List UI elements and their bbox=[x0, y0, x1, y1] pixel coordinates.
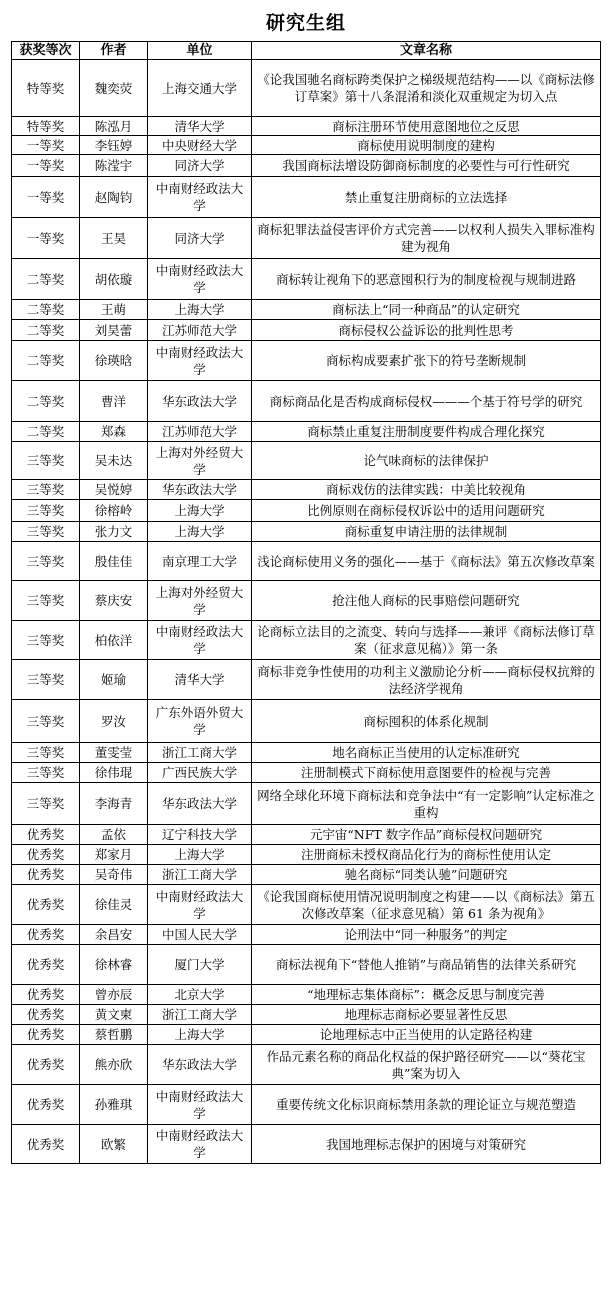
author-cell: 陈滢宇 bbox=[80, 155, 148, 177]
institution-cell: 清华大学 bbox=[148, 660, 252, 700]
table-row bbox=[12, 155, 601, 177]
award-level-cell: 优秀奖 bbox=[12, 945, 80, 985]
institution-cell: 江苏师范大学 bbox=[148, 422, 252, 442]
author-cell: 徐伟琨 bbox=[80, 763, 148, 783]
award-level-cell: 一等奖 bbox=[12, 155, 80, 177]
article-title-cell: 论商标立法目的之流变、转向与选择——兼评《商标法修订草案（征求意见稿）》第一条 bbox=[252, 621, 601, 660]
institution-cell: 上海大学 bbox=[148, 300, 252, 320]
table-row bbox=[12, 1045, 601, 1085]
table-row bbox=[12, 885, 601, 925]
institution-cell: 北京大学 bbox=[148, 985, 252, 1005]
award-level-cell: 二等奖 bbox=[12, 259, 80, 300]
article-title-cell: 商标使用说明制度的建构 bbox=[252, 136, 601, 155]
table-row bbox=[12, 621, 601, 660]
author-cell: 柏依洋 bbox=[80, 621, 148, 660]
author-cell: 姬瑜 bbox=[80, 660, 148, 700]
author-cell: 郑森 bbox=[80, 422, 148, 442]
institution-cell: 浙江工商大学 bbox=[148, 743, 252, 763]
award-level-cell: 三等奖 bbox=[12, 442, 80, 480]
institution-cell: 上海大学 bbox=[148, 845, 252, 865]
article-title-cell: 论气味商标的法律保护 bbox=[252, 442, 601, 480]
institution-cell: 中南财经政法大学 bbox=[148, 1125, 252, 1164]
institution-cell: 华东政法大学 bbox=[148, 381, 252, 422]
article-title-cell: 论地理标志中正当使用的认定路径构建 bbox=[252, 1025, 601, 1045]
article-title-cell: 商标法视角下“替他人推销”与商品销售的法律关系研究 bbox=[252, 945, 601, 985]
author-cell: 孙雅琪 bbox=[80, 1085, 148, 1125]
award-level-cell: 三等奖 bbox=[12, 581, 80, 621]
article-title-cell: 重要传统文化标识商标禁用条款的理论证立与规范塑造 bbox=[252, 1085, 601, 1125]
institution-cell: 广西民族大学 bbox=[148, 763, 252, 783]
award-level-cell: 二等奖 bbox=[12, 422, 80, 442]
article-title-cell: 作品元素名称的商品化权益的保护路径研究——以“葵花宝典”案为切入 bbox=[252, 1045, 601, 1085]
institution-cell: 中南财经政法大学 bbox=[148, 177, 252, 218]
award-level-cell: 优秀奖 bbox=[12, 1025, 80, 1045]
article-title-cell: 商标禁止重复注册制度要件构成合理化探究 bbox=[252, 422, 601, 442]
header-institution: 单位 bbox=[148, 42, 252, 60]
award-level-cell: 二等奖 bbox=[12, 341, 80, 381]
author-cell: 陈泓月 bbox=[80, 117, 148, 136]
article-title-cell: 论刑法中“同一种服务”的判定 bbox=[252, 925, 601, 945]
table-row bbox=[12, 422, 601, 442]
table-row bbox=[12, 542, 601, 581]
award-level-cell: 三等奖 bbox=[12, 621, 80, 660]
award-level-cell: 特等奖 bbox=[12, 117, 80, 136]
award-level-cell: 优秀奖 bbox=[12, 845, 80, 865]
table-row bbox=[12, 60, 601, 117]
award-level-cell: 三等奖 bbox=[12, 763, 80, 783]
table-row bbox=[12, 522, 601, 542]
award-level-cell: 优秀奖 bbox=[12, 1045, 80, 1085]
article-title-cell: 地理标志商标必要显著性反思 bbox=[252, 1005, 601, 1025]
institution-cell: 浙江工商大学 bbox=[148, 865, 252, 885]
author-cell: 郑家月 bbox=[80, 845, 148, 865]
table-row bbox=[12, 743, 601, 763]
table-row bbox=[12, 1025, 601, 1045]
table-row bbox=[12, 1085, 601, 1125]
article-title-cell: 商标法上“同一种商品”的认定研究 bbox=[252, 300, 601, 320]
article-title-cell: 商标戏仿的法律实践：中美比较视角 bbox=[252, 480, 601, 500]
article-title-cell: 浅论商标使用义务的强化——基于《商标法》第五次修改草案 bbox=[252, 542, 601, 581]
award-level-cell: 三等奖 bbox=[12, 500, 80, 522]
award-level-cell: 二等奖 bbox=[12, 300, 80, 320]
institution-cell: 江苏师范大学 bbox=[148, 320, 252, 341]
article-title-cell: 驰名商标“同类认驰”问题研究 bbox=[252, 865, 601, 885]
article-title-cell: 我国地理标志保护的困境与对策研究 bbox=[252, 1125, 601, 1164]
article-title-cell: 商标构成要素扩张下的符号垄断规制 bbox=[252, 341, 601, 381]
institution-cell: 南京理工大学 bbox=[148, 542, 252, 581]
institution-cell: 中央财经大学 bbox=[148, 136, 252, 155]
article-title-cell: 禁止重复注册商标的立法选择 bbox=[252, 177, 601, 218]
institution-cell: 上海大学 bbox=[148, 522, 252, 542]
award-level-cell: 三等奖 bbox=[12, 522, 80, 542]
page-title: 研究生组 bbox=[265, 12, 346, 34]
author-cell: 曹洋 bbox=[80, 381, 148, 422]
table-row bbox=[12, 341, 601, 381]
author-cell: 熊亦欣 bbox=[80, 1045, 148, 1085]
award-level-cell: 优秀奖 bbox=[12, 885, 80, 925]
institution-cell: 中国人民大学 bbox=[148, 925, 252, 945]
author-cell: 蔡哲鹏 bbox=[80, 1025, 148, 1045]
institution-cell: 中南财经政法大学 bbox=[148, 341, 252, 381]
award-level-cell: 优秀奖 bbox=[12, 865, 80, 885]
author-cell: 魏奕荧 bbox=[80, 60, 148, 117]
article-title-cell: 商标注册环节使用意图地位之反思 bbox=[252, 117, 601, 136]
table-header-row bbox=[12, 42, 601, 60]
author-cell: 张力文 bbox=[80, 522, 148, 542]
table-row bbox=[12, 945, 601, 985]
institution-cell: 上海大学 bbox=[148, 1025, 252, 1045]
author-cell: 吴奇伟 bbox=[80, 865, 148, 885]
award-level-cell: 优秀奖 bbox=[12, 925, 80, 945]
table-row bbox=[12, 381, 601, 422]
author-cell: 徐佳灵 bbox=[80, 885, 148, 925]
institution-cell: 辽宁科技大学 bbox=[148, 825, 252, 845]
author-cell: 李钰婷 bbox=[80, 136, 148, 155]
award-level-cell: 二等奖 bbox=[12, 320, 80, 341]
article-title-cell: 商标囤积的体系化规制 bbox=[252, 700, 601, 743]
author-cell: 殷佳佳 bbox=[80, 542, 148, 581]
award-level-cell: 三等奖 bbox=[12, 542, 80, 581]
header-award-level: 获奖等次 bbox=[12, 42, 80, 60]
institution-cell: 华东政法大学 bbox=[148, 783, 252, 825]
institution-cell: 华东政法大学 bbox=[148, 1045, 252, 1085]
author-cell: 孟依 bbox=[80, 825, 148, 845]
article-title-cell: “地理标志集体商标”：概念反思与制度完善 bbox=[252, 985, 601, 1005]
author-cell: 徐榕岭 bbox=[80, 500, 148, 522]
article-title-cell: 网络全球化环境下商标法和竞争法中“有一定影响”认定标准之重构 bbox=[252, 783, 601, 825]
author-cell: 吴未达 bbox=[80, 442, 148, 480]
table-body bbox=[12, 60, 601, 1164]
award-level-cell: 三等奖 bbox=[12, 743, 80, 763]
author-cell: 刘昊蕾 bbox=[80, 320, 148, 341]
article-title-cell: 元宇宙“NFT 数字作品”商标侵权问题研究 bbox=[252, 825, 601, 845]
author-cell: 胡依璇 bbox=[80, 259, 148, 300]
award-level-cell: 一等奖 bbox=[12, 218, 80, 259]
author-cell: 吴悦婷 bbox=[80, 480, 148, 500]
table-row bbox=[12, 985, 601, 1005]
award-level-cell: 优秀奖 bbox=[12, 1085, 80, 1125]
institution-cell: 清华大学 bbox=[148, 117, 252, 136]
table-row bbox=[12, 259, 601, 300]
header-author: 作者 bbox=[80, 42, 148, 60]
author-cell: 蔡庆安 bbox=[80, 581, 148, 621]
table-row bbox=[12, 300, 601, 320]
table-row bbox=[12, 783, 601, 825]
table-row bbox=[12, 865, 601, 885]
table-row bbox=[12, 1005, 601, 1025]
author-cell: 欧繁 bbox=[80, 1125, 148, 1164]
institution-cell: 中南财经政法大学 bbox=[148, 1085, 252, 1125]
award-level-cell: 三等奖 bbox=[12, 700, 80, 743]
table-row bbox=[12, 825, 601, 845]
institution-cell: 同济大学 bbox=[148, 218, 252, 259]
author-cell: 罗汝 bbox=[80, 700, 148, 743]
institution-cell: 华东政法大学 bbox=[148, 480, 252, 500]
award-level-cell: 优秀奖 bbox=[12, 825, 80, 845]
institution-cell: 厦门大学 bbox=[148, 945, 252, 985]
institution-cell: 广东外语外贸大学 bbox=[148, 700, 252, 743]
institution-cell: 中南财经政法大学 bbox=[148, 621, 252, 660]
table-row bbox=[12, 218, 601, 259]
author-cell: 徐林睿 bbox=[80, 945, 148, 985]
table-row bbox=[12, 925, 601, 945]
institution-cell: 上海对外经贸大学 bbox=[148, 442, 252, 480]
article-title-cell: 注册制模式下商标使用意图要件的检视与完善 bbox=[252, 763, 601, 783]
article-title-cell: 《论我国商标使用情况说明制度之构建——以《商标法》第五次修改草案（征求意见稿）第 61 条为视角》 bbox=[252, 885, 601, 925]
awards-table bbox=[11, 41, 601, 1164]
article-title-cell: 商标转让视角下的恶意囤积行为的制度检视与规制进路 bbox=[252, 259, 601, 300]
table-row bbox=[12, 117, 601, 136]
table-row bbox=[12, 700, 601, 743]
table-row bbox=[12, 442, 601, 480]
table-row bbox=[12, 320, 601, 341]
institution-cell: 上海对外经贸大学 bbox=[148, 581, 252, 621]
institution-cell: 浙江工商大学 bbox=[148, 1005, 252, 1025]
award-level-cell: 特等奖 bbox=[12, 60, 80, 117]
institution-cell: 上海大学 bbox=[148, 500, 252, 522]
award-level-cell: 优秀奖 bbox=[12, 1005, 80, 1025]
article-title-cell: 比例原则在商标侵权诉讼中的适用问题研究 bbox=[252, 500, 601, 522]
award-level-cell: 一等奖 bbox=[12, 177, 80, 218]
award-level-cell: 二等奖 bbox=[12, 381, 80, 422]
award-level-cell: 三等奖 bbox=[12, 480, 80, 500]
table-row bbox=[12, 1125, 601, 1164]
article-title-cell: 商标犯罪法益侵害评价方式完善——以权利人损失入罪标准构建为视角 bbox=[252, 218, 601, 259]
article-title-cell: 我国商标法增设防御商标制度的必要性与可行性研究 bbox=[252, 155, 601, 177]
table-row bbox=[12, 500, 601, 522]
table-row bbox=[12, 136, 601, 155]
article-title-cell: 地名商标正当使用的认定标准研究 bbox=[252, 743, 601, 763]
table-row bbox=[12, 177, 601, 218]
award-level-cell: 一等奖 bbox=[12, 136, 80, 155]
table-row bbox=[12, 480, 601, 500]
article-title-cell: 注册商标未授权商品化行为的商标性使用认定 bbox=[252, 845, 601, 865]
table-row bbox=[12, 845, 601, 865]
award-level-cell: 优秀奖 bbox=[12, 985, 80, 1005]
author-cell: 赵陶钧 bbox=[80, 177, 148, 218]
institution-cell: 上海交通大学 bbox=[148, 60, 252, 117]
table-row bbox=[12, 763, 601, 783]
article-title-cell: 《论我国驰名商标跨类保护之梯级规范结构——以《商标法修订草案》第十八条混淆和淡化双重规定为切入点 bbox=[252, 60, 601, 117]
award-level-cell: 三等奖 bbox=[12, 783, 80, 825]
author-cell: 王昊 bbox=[80, 218, 148, 259]
author-cell: 王萌 bbox=[80, 300, 148, 320]
award-level-cell: 优秀奖 bbox=[12, 1125, 80, 1164]
author-cell: 董雯莹 bbox=[80, 743, 148, 763]
award-level-cell: 三等奖 bbox=[12, 660, 80, 700]
institution-cell: 中南财经政法大学 bbox=[148, 885, 252, 925]
author-cell: 徐瑛晗 bbox=[80, 341, 148, 381]
header-article-title: 文章名称 bbox=[252, 42, 601, 60]
article-title-cell: 商标重复申请注册的法律规制 bbox=[252, 522, 601, 542]
author-cell: 余昌安 bbox=[80, 925, 148, 945]
author-cell: 李海青 bbox=[80, 783, 148, 825]
author-cell: 黄文柬 bbox=[80, 1005, 148, 1025]
article-title-cell: 商标侵权公益诉讼的批判性思考 bbox=[252, 320, 601, 341]
institution-cell: 同济大学 bbox=[148, 155, 252, 177]
table-row bbox=[12, 660, 601, 700]
article-title-cell: 抢注他人商标的民事赔偿问题研究 bbox=[252, 581, 601, 621]
article-title-cell: 商标商品化是否构成商标侵权———个基于符号学的研究 bbox=[252, 381, 601, 422]
institution-cell: 中南财经政法大学 bbox=[148, 259, 252, 300]
author-cell: 曾亦辰 bbox=[80, 985, 148, 1005]
table-row bbox=[12, 581, 601, 621]
article-title-cell: 商标非竞争性使用的功利主义激励论分析——商标侵权抗辩的法经济学视角 bbox=[252, 660, 601, 700]
